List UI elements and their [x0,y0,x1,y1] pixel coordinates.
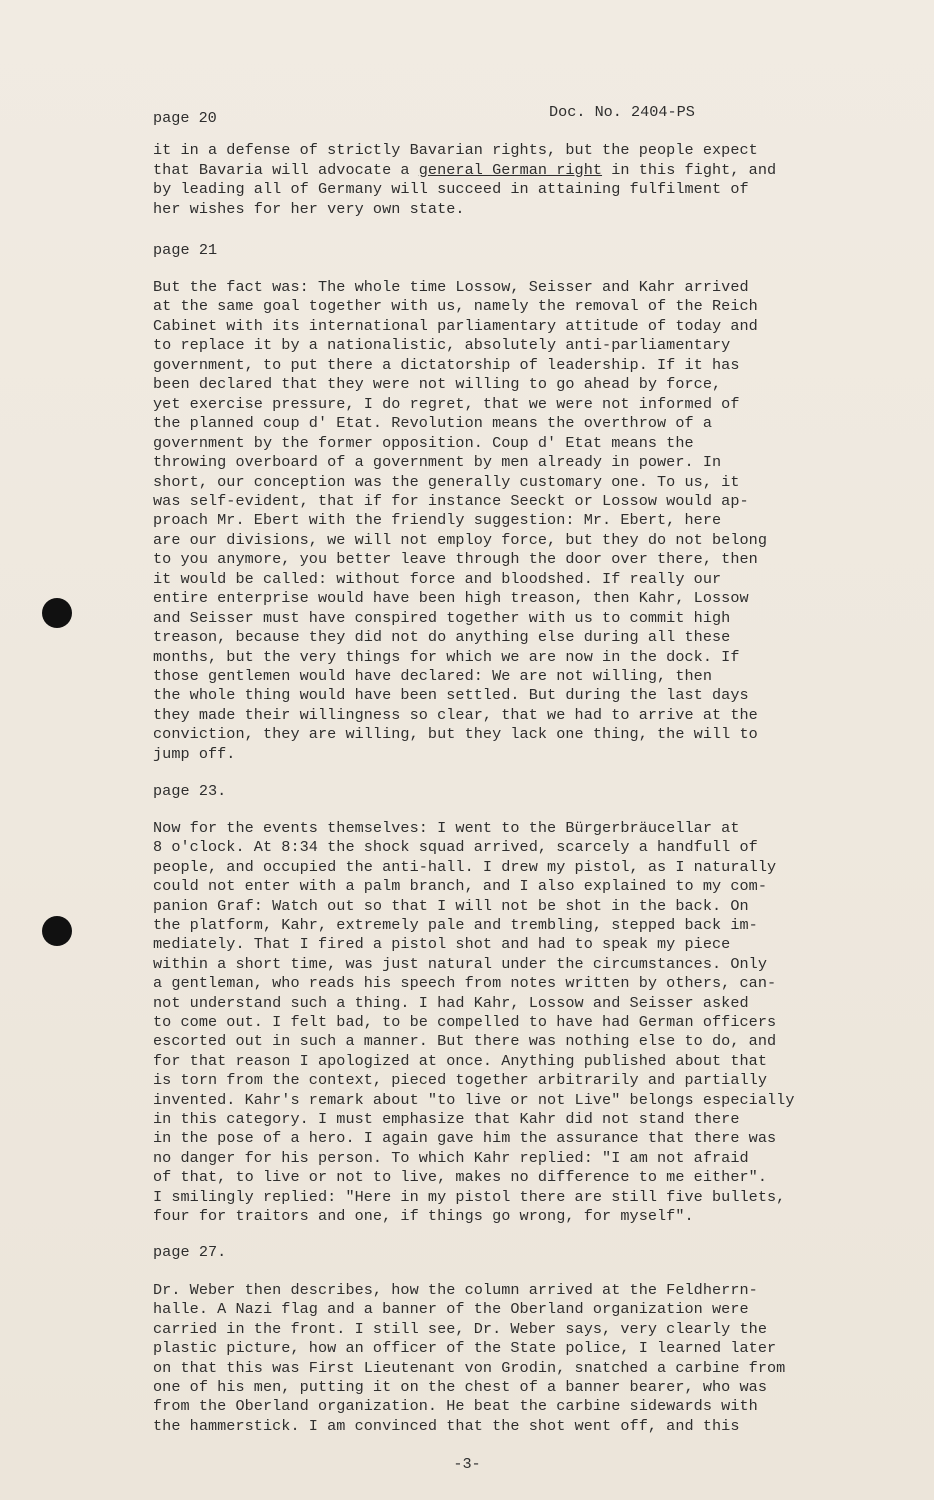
text-line: carried in the front. I still see, Dr. Weber says, very clearly the [153,1319,767,1338]
text-line: Cabinet with its international parliamentary attitude of today and [153,316,758,335]
text-line: they made their willingness so clear, that we had to arrive at the [153,705,758,724]
text-line: But the fact was: The whole time Lossow, Seisser and Kahr arrived [153,278,749,296]
text-line: in this category. I must emphasize that Kahr did not stand there [153,1110,740,1128]
text-line: for that reason I apologized at once. Anything published about that [153,1051,767,1070]
underlined-text: general German right [418,160,603,179]
text-line: by leading all of Germany will succeed in attaining fulfilment of [153,180,749,199]
section-heading-page-23: page 23. [153,782,227,800]
text-line: escorted out in such a manner. But there was nothing else to do, and [153,1032,777,1051]
text-segment: in this fight, and [602,160,777,179]
text-line: could not enter with a palm branch, and I also explained to my com- [153,877,767,896]
text-line: within a short time, was just natural under the circumstances. Only [153,954,767,973]
text-line [153,161,776,180]
text-line: to you anymore, you better leave through the door over there, then [153,550,758,569]
text-line: from the Oberland organization. He beat the carbine sidewards with [153,1397,758,1416]
section-heading-page-27: page 27. [153,1243,227,1261]
text-line: been declared that they were not willing to go ahead by force, [153,375,722,394]
text-line: jump off. [153,744,236,763]
text-line: months, but the very things for which we are now in the dock. If [153,647,740,666]
text-line: Now for the events themselves: I went to the Bürgerbräucellar at [153,819,740,837]
text-line: short, our conception was the generally customary one. To us, it [153,472,740,491]
text-line: I smilingly replied: "Here in my pistol there are still five bullets, [153,1187,786,1206]
text-line: plastic picture, how an officer of the State police, I learned later [153,1339,777,1358]
text-line: four for traitors and one, if things go wrong, for myself". [153,1207,694,1225]
text-line: to replace it by a nationalistic, absolutely anti-parliamentary [153,336,731,355]
text-line: Dr. Weber then describes, how the column arrived at the Feldherrn- [153,1281,758,1299]
text-line: conviction, they are willing, but they lack one thing, the will to [153,725,758,744]
text-line: at the same goal together with us, namely the removal of the Reich [153,297,758,316]
text-line: invented. Kahr's remark about "to live or not Live" belongs especially [153,1090,795,1109]
text-line: of that, to live or not to live, makes no difference to me either". [153,1168,767,1187]
header-doc-number: Doc. No. 2404-PS [549,103,695,121]
text-line: her wishes for her very own state. [153,199,465,218]
text-line: not understand such a thing. I had Kahr, Lossow and Seisser asked [153,993,749,1012]
text-line: to come out. I felt bad, to be compelled to have had German officers [153,1013,777,1031]
section-heading-page-21: page 21 [153,241,218,259]
text-line: is torn from the context, pieced together arbitrarily and partially [153,1071,767,1090]
text-line: government, to put there a dictatorship of leadership. If it has [153,355,740,374]
text-line: no danger for his person. To which Kahr replied: "I am not afraid [153,1148,749,1167]
text-line: the hammerstick. I am convinced that the shot went off, and this [153,1416,740,1435]
text-line: government by the former opposition. Coup d' Etat means the [153,433,694,452]
punch-hole-upper [42,598,72,628]
text-line: 8 o'clock. At 8:34 the shock squad arrived, scarcely a handfull of [153,838,758,857]
text-line: and Seisser must have conspired together with us to commit high [153,608,731,627]
text-line: throwing overboard of a government by men already in power. In [153,453,722,472]
text-line: mediately. That I fired a pistol shot and had to speak my piece [153,935,731,954]
text-line: those gentlemen would have declared: We are not willing, then [153,667,713,685]
text-line: proach Mr. Ebert with the friendly suggestion: Mr. Ebert, here [153,511,722,530]
text-line: treason, because they did not do anything else during all these [153,628,731,647]
text-line: are our divisions, we will not employ force, but they do not belong [153,530,767,549]
text-line: halle. A Nazi flag and a banner of the Oberland organization were [153,1300,749,1319]
text-line: was self-evident, that if for instance Seeckt or Lossow would ap- [153,491,749,510]
text-line: it would be called: without force and bloodshed. If really our [153,569,722,588]
header-page-label: page 20 [153,109,217,127]
text-line: yet exercise pressure, I do regret, that we were not informed of [153,394,740,413]
text-line: on that this was First Lieutenant von Grodin, snatched a carbine from [153,1358,786,1377]
text-line: the platform, Kahr, extremely pale and trembling, stepped back im- [153,916,758,934]
text-line: the whole thing would have been settled. But during the last days [153,686,749,705]
text-line: people, and occupied the anti-hall. I drew my pistol, as I naturally [153,857,777,876]
text-line: panion Graf: Watch out so that I will not be shot in the back. On [153,896,749,915]
text-segment: that Bavaria will advocate a [153,160,419,179]
text-line: the planned coup d' Etat. Revolution means the overthrow of a [153,414,713,433]
footer-page-number: -3- [453,1455,481,1473]
text-line: one of his men, putting it on the chest of a banner bearer, who was [153,1378,767,1396]
text-line: entire enterprise would have been high treason, then Kahr, Lossow [153,589,749,608]
punch-hole-lower [42,916,72,946]
text-line: in the pose of a hero. I again gave him the assurance that there was [153,1129,777,1148]
text-line: it in a defense of strictly Bavarian rights, but the people expect [153,141,758,159]
text-line: a gentleman, who reads his speech from notes written by others, can- [153,974,777,993]
